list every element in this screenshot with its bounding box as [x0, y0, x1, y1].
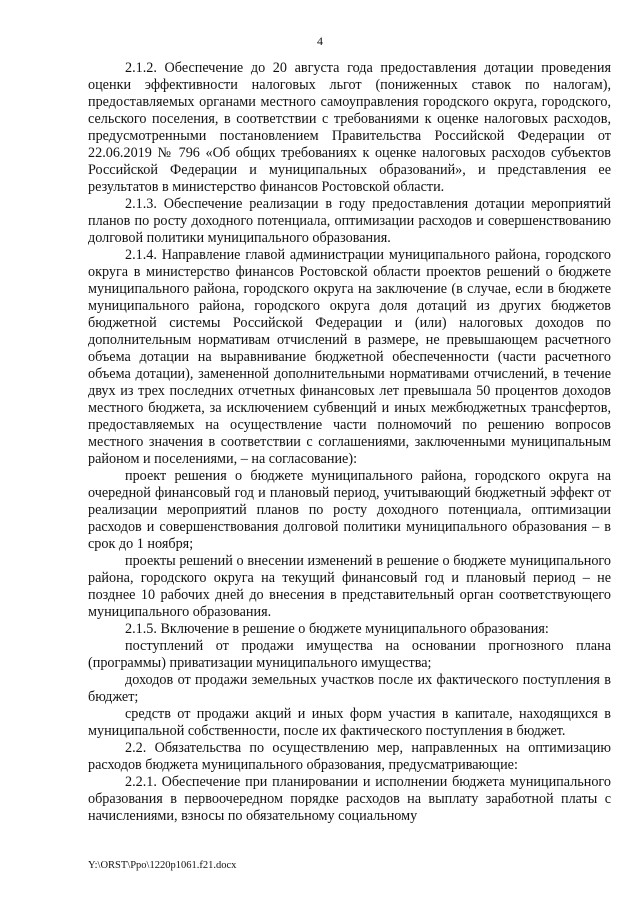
- paragraph-share-sales: средств от продажи акций и иных форм участия в капитале, находящихся в муниципальной собственности, после их фактического поступления в бюджет.: [88, 706, 611, 739]
- document-body: [88, 60, 611, 825]
- paragraph-land-sales: доходов от продажи земельных участков после их фактического поступления в бюджет;: [88, 672, 611, 705]
- paragraph-2-2-1: 2.2.1. Обеспечение при планировании и исполнении бюджета муниципального образования в первоочередном порядке расходов на выплату заработной платы с начислениями, взносы по обязательному социальному: [88, 774, 611, 824]
- paragraph-2-1-3: 2.1.3. Обеспечение реализации в году предоставления дотации мероприятий планов по росту доходного потенциала, оптимизации расходов и совершенствованию долговой политики муниципального образования.: [88, 196, 611, 246]
- paragraph-property-sales: поступлений от продажи имущества на основании прогнозного плана (программы) приватизации муниципального имущества;: [88, 638, 611, 671]
- paragraph-2-2: 2.2. Обязательства по осуществлению мер, направленных на оптимизацию расходов бюджета муниципального образования, предусматривающие:: [88, 740, 611, 773]
- paragraph-2-1-2: 2.1.2. Обеспечение до 20 августа года предоставления дотации проведения оценки эффективности налоговых льгот (пониженных ставок по налогам), предоставляемых органами местного самоуправления городского округа, городского, сельского поселения, в соответствии с требованиями к оценке налоговых расходов, предусмотренными постановлением Правительства Российской Федерации от 22.06.2019 № 796 «Об общих требованиях к оценке налоговых расходов субъектов Российской Федерации и муниципальных образований», и представления ее результатов в министерство финансов Ростовской области.: [88, 60, 611, 195]
- paragraph-2-1-5: 2.1.5. Включение в решение о бюджете муниципального образования:: [125, 621, 549, 637]
- paragraph-2-1-4: 2.1.4. Направление главой администрации муниципального района, городского округа в министерство финансов Ростовской области проектов решений о бюджете муниципального района, городского округа на заключение (в случае, если в бюджете муниципального района, городского округа доля дотаций из других бюджетов бюджетной системы Российской Федерации и (или) налоговых доходов по дополнительным нормативам отчислений в размере, не превышающем расчетного объема дотации на выравнивание бюджетной обеспеченности (части расчетного объема дотации), замененной дополнительными нормативами отчислений, в течение двух из трех последних отчетных финансовых лет превышала 50 процентов доходов местного бюджета, за исключением субвенций и иных межбюджетных трансфертов, предоставляемых на осуществление части полномочий по решению вопросов местного значения в соответствии с соглашениями, заключенными муниципальным районом и поселениями, – на согласование):: [88, 247, 611, 467]
- paragraph-budget-draft: проект решения о бюджете муниципального района, городского округа на очередной финансовый год и плановый период, учитывающий бюджетный эффект от реализации мероприятий планов по росту доходного потенциала, оптимизации расходов и совершенствования долговой политики муниципального образования – в срок до 1 ноября;: [88, 468, 611, 552]
- paragraph-budget-amendments: проекты решений о внесении изменений в решение о бюджете муниципального района, городского округа на текущий финансовый год и плановый период – не позднее 10 рабочих дней до внесения в представительный орган соответствующего муниципального образования.: [88, 553, 611, 620]
- page-number: 4: [317, 34, 323, 48]
- footer-file-path: Y:\ORST\Ppo\1220p1061.f21.docx: [88, 860, 237, 871]
